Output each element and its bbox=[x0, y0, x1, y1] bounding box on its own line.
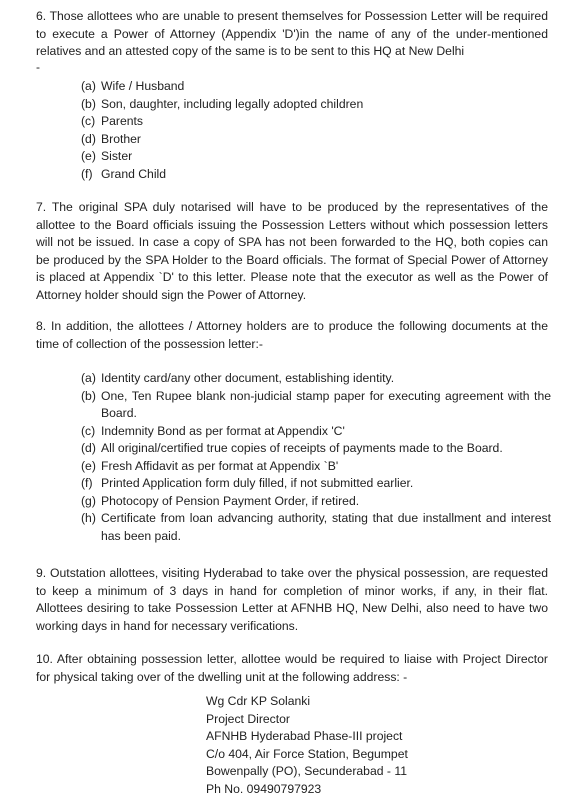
paragraph-6: 6. Those allottees who are unable to present themselves for Possession Letter will be required to execute a Power of Attorney (Appendix 'D')in the name of any of the under-mentioned relatives and an attested copy of the same is to be sent to this HQ at New Delhi bbox=[36, 9, 548, 58]
list-item: (d) All original/certified true copies of receipts of payments made to the Board. bbox=[81, 441, 503, 455]
paragraph-7: 7. The original SPA duly notarised will have to be produced by the representatives of the allottee to the Board officials issuing the Possession Letters without which possession letters will not be issued. In case a copy of SPA has not been forwarded to the HQ, both copies can be produced by the SPA Holder to the Board officials. The format of Special Power of Attorney is placed at Appendix `D' to this letter. Please note that the executor as well as the Power of Attorney holder should sign the Power of Attorney. bbox=[36, 200, 548, 302]
list-item: (b) One, Ten Rupee blank non-judicial stamp paper for executing agreement with the Board. bbox=[81, 388, 551, 420]
address-project: AFNHB Hyderabad Phase-III project bbox=[206, 729, 403, 743]
list-item: (f) Grand Child bbox=[81, 166, 167, 181]
paragraph-8: 8. In addition, the allottees / Attorney holders are to produce the following documents at the time of collection of the possession letter:- bbox=[36, 319, 548, 351]
list-item: (a) Identity card/any other document, establishing identity. bbox=[81, 371, 395, 385]
address-city: Bowenpally (PO), Secunderabad - 11 bbox=[206, 764, 407, 778]
relatives-list bbox=[81, 78, 551, 183]
list-item: (h) Certificate from loan advancing authority, stating that due installment and interest has been paid. bbox=[81, 511, 551, 543]
list-item: (e) Fresh Affidavit as per format at Appendix `B' bbox=[81, 458, 339, 473]
list-item: (b) Son, daughter, including legally adopted children bbox=[81, 96, 364, 111]
paragraph-9: 9. Outstation allottees, visiting Hyderabad to take over the physical possession, are requested to keep a minimum of 3 days in hand for completion of minor works, if any, in their flat. Allottees desiring to take Possession Letter at AFNHB HQ, New Delhi, also need to have two working days in hand for necessary verifications. bbox=[36, 566, 548, 633]
list-item: (a) Wife / Husband bbox=[81, 79, 185, 93]
list-item: (d) Brother bbox=[81, 131, 141, 146]
list-item: (c) Indemnity Bond as per format at Appendix 'C' bbox=[81, 423, 345, 438]
address-designation: Project Director bbox=[206, 711, 290, 726]
list-item: (f) Printed Application form duly filled, if not submitted earlier. bbox=[81, 476, 414, 490]
project-director-address bbox=[206, 693, 408, 798]
address-name: Wg Cdr KP Solanki bbox=[206, 694, 311, 708]
documents-list bbox=[81, 370, 551, 545]
list-item: (e) Sister bbox=[81, 149, 133, 163]
paragraph-10: 10. After obtaining possession letter, allottee would be required to liaise with Project Director for physical taking over of the dwelling unit at the following address: - bbox=[36, 652, 548, 684]
paragraph-6-dash: - bbox=[36, 60, 40, 74]
list-item: (c) Parents bbox=[81, 114, 144, 128]
address-phone: Ph No. 09490797923 bbox=[206, 781, 322, 796]
address-street: C/o 404, Air Force Station, Begumpet bbox=[206, 746, 408, 761]
list-item: (g) Photocopy of Pension Payment Order, if retired. bbox=[81, 493, 360, 508]
